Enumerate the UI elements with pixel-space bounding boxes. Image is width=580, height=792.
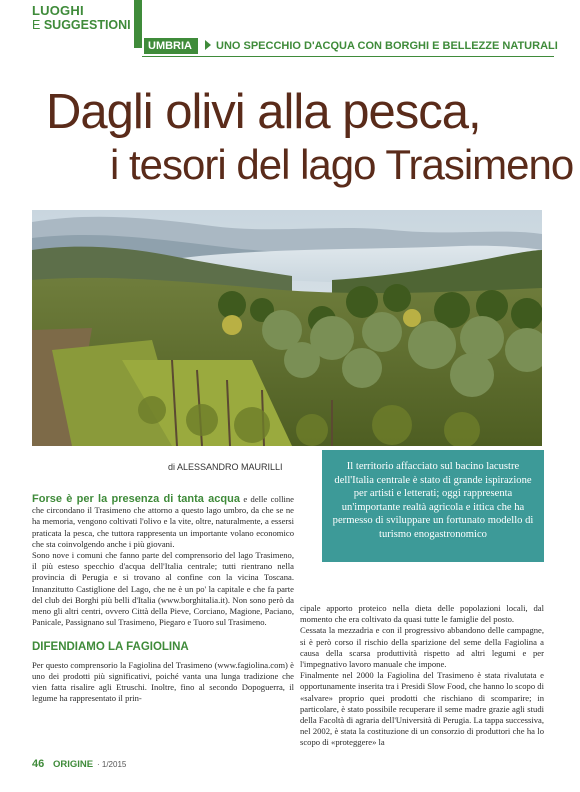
paragraph-intro-text: e delle colline che circondano il Trasimeno che attorno a questo lago umbro, da che se ne ha memoria, vengono coltivati l'olivo e la vite, oltre, naturalmente, a essersi praticata la pesca, che tuttora rappresenta un importante volano economico che sta coinvolgendo anche i più giovani. bbox=[32, 494, 294, 549]
section-sublabel bbox=[32, 18, 131, 32]
header-divider bbox=[142, 56, 554, 57]
paragraph-fagiolina: Per questo comprensorio la Fagiolina del Trasimeno (www.fagiolina.com) è uno dei prodotti più significativi, poiché vanta una lunga tradizione che vien fatta risalire agli Etruschi. Inoltre, fino al secondo Dopoguerra, il legume ha rappresentato il prin- bbox=[32, 659, 294, 704]
paragraph-slowfood: Finalmente nel 2000 la Fagiolina del Trasimeno è stata rivalutata e opportunamente inserita tra i Presidi Slow Food, che hanno lo scopo di «salvare» proprio quei prodotti che rischiano di scomparire; in particolare, è stato possibile recuperare il seme madre grazie agli studi della Facoltà di agraria dell'Università di Perugia. La tappa successiva, nel 2002, è stata la costituzione di un consorzio di produttori che ha lo scopo di «proteggere» la bbox=[300, 670, 544, 748]
header-accent-bar bbox=[134, 0, 142, 48]
paragraph-mezzadria: Cessata la mezzadria e con il progressivo abbandono delle campagne, si è però corso il rischio della sparizione del seme della Fagiolina a causa della scarsa produttività rispetto ad altri legumi e per l'impegnativo lavoro manuale che impone. bbox=[300, 625, 544, 670]
column-right bbox=[300, 603, 544, 749]
paragraph-continued: cipale apporto proteico nella dieta delle popolazioni locali, dal momento che era coltivato da quasi tutte le famiglie del posto. bbox=[300, 603, 544, 625]
author-byline: di ALESSANDRO MAURILLI bbox=[168, 462, 283, 472]
topic-line bbox=[205, 38, 558, 54]
pullquote-text: Il territorio affacciato sul bacino lacustre dell'Italia centrale è stato di grande ispirazione per artisti e letterati; oggi rappresenta un'importante realtà agricola e ittica che ha permesso di sviluppare un fortunato modello di turismo enogastronomico bbox=[332, 461, 534, 540]
paragraph-comuni: Sono nove i comuni che fanno parte del comprensorio del lago Trasimeno, il più esteso specchio d'acqua dell'Italia centrale; tutti rientrano nella provincia di Perugia e si trovano al confine con la vicina Toscana. Innanzitutto Castiglione del Lago, che ne è un po' la capitale e che fa parte del club dei Borghi più belli d'Italia (www.borghitalia.it). Non sono però da meno gli altri centri, ovvero Città della Pieve, Corciano, Magione, Paciano, Panicale, Passignano sul Trasimeno, Piegaro e Tuoro sul Trasimeno. bbox=[32, 550, 294, 628]
section-label: LUOGHI bbox=[32, 3, 84, 18]
section-heading: DIFENDIAMO LA FAGIOLINA bbox=[32, 641, 189, 654]
page-number: 46 bbox=[32, 758, 45, 770]
topic-text: UNO SPECCHIO D'ACQUA CON BORGHI E BELLEZZE NATURALI bbox=[216, 40, 558, 52]
lake-landscape-photo bbox=[32, 210, 542, 446]
region-badge: UMBRIA bbox=[144, 38, 198, 54]
section-sublabel-prefix: E bbox=[32, 18, 41, 32]
article-title-line1: Dagli olivi alla pesca, bbox=[46, 85, 481, 139]
triangle-arrow-icon bbox=[205, 40, 211, 50]
lead-in: Forse è per la presenza di tanta acqua bbox=[32, 493, 240, 505]
paragraph-intro bbox=[32, 494, 294, 550]
landscape-illustration bbox=[32, 210, 542, 446]
issue-number: · 1/2015 bbox=[97, 760, 127, 769]
section-sublabel-main: SUGGESTIONI bbox=[43, 18, 131, 32]
article-title-line2: i tesori del lago Trasimeno bbox=[110, 141, 574, 188]
magazine-name: ORIGINE bbox=[53, 759, 94, 770]
column-left bbox=[32, 494, 294, 704]
